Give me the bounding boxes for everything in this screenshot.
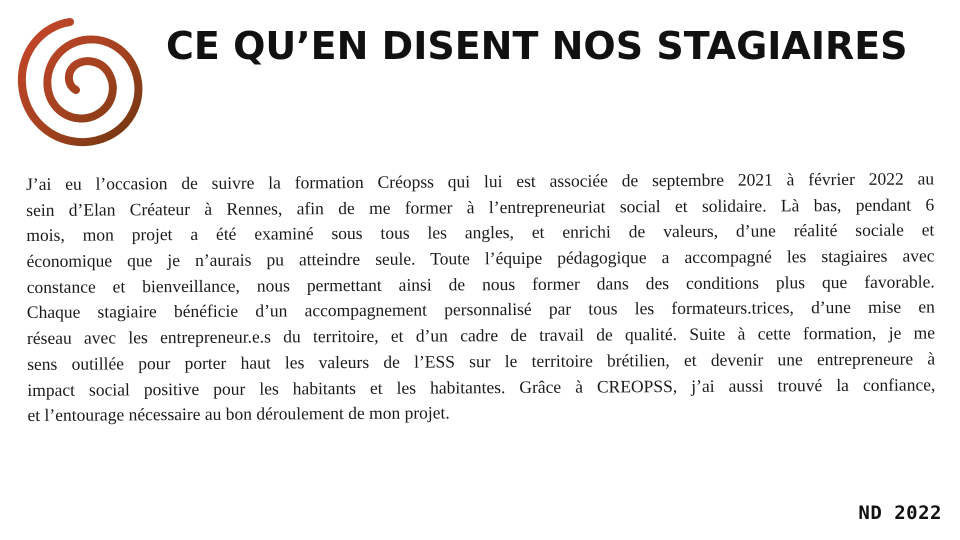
testimonial-line: constance et bienveillance, nous permettant ainsi de nous former dans des conditions plus que favorable. [26, 271, 935, 297]
testimonial-line: sens outillée pour porter haut les valeurs de l’ESS sur le territoire brétilien, et devenir une entrepreneure à [27, 348, 936, 374]
testimonial-line: réseau avec les entrepreneur.e.s du territoire, et d’un cadre de travail de qualité. Suite à cette formation, je me [26, 322, 936, 349]
page-title: CE QU’EN DISENT NOS STAGIAIRES [166, 24, 908, 68]
testimonial-line: J’ai eu l’occasion de suivre la formation Créopss qui lui est associée de septembre 2021 à février 2022 au [26, 168, 935, 194]
testimonial-line: impact social positive pour les habitants et les habitantes. Grâce à CREOPSS, j’ai aussi trouvé la confiance, [27, 373, 936, 400]
testimonial-line: sein d’Elan Créateur à Rennes, afin de me former à l’entrepreneuriat social et solidaire. Là bas, pendant 6 [26, 194, 935, 220]
spiral-logo-svg [12, 12, 150, 150]
testimonial-line: mois, mon projet a été examiné sous tous les angles, et enrichi de valeurs, d’une réalité sociale et [26, 219, 935, 246]
testimonial-line: et l’entourage nécessaire au bon déroulement de mon projet. [27, 402, 450, 426]
spiral-logo-icon [12, 12, 150, 150]
footer-label: ND 2022 [858, 502, 942, 524]
spiral-logo-path [22, 22, 139, 142]
testimonial-text [26, 166, 936, 437]
testimonial-line: Chaque stagiaire bénéficie d’un accompagnement personnalisé par tous les formateurs.trices, d’une mise en [26, 296, 935, 323]
testimonial-line: économique que je n’aurais pu atteindre seule. Toute l’équipe pédagogique a accompagné les stagiaires avec [26, 245, 935, 272]
